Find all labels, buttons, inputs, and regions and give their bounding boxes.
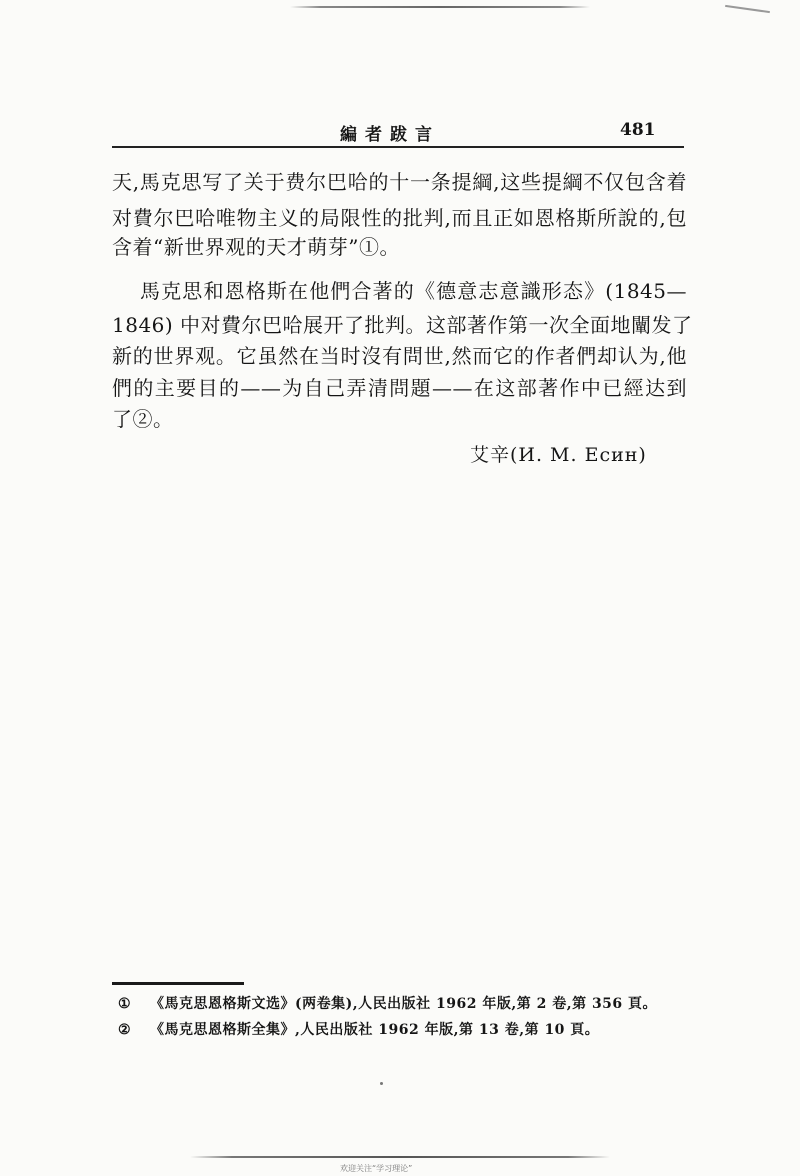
footnote-1 <box>118 993 657 1013</box>
body-line-3: 含着“新世界观的天才萌芽”①。 <box>112 235 400 259</box>
footnote-1-marker: ① <box>118 996 132 1012</box>
footnote-2-marker: ② <box>118 1022 132 1038</box>
body-line-2: 对費尔巴哈唯物主义的局限性的批判,而且正如恩格斯所說的,包 <box>112 206 687 230</box>
footnote-2 <box>118 1019 599 1039</box>
scan-top-edge-line <box>290 6 590 8</box>
footnote-1-text: 《馬克思恩格斯文选》(两卷集),人民出版社 1962 年版,第 2 卷,第 356 頁。 <box>150 996 658 1012</box>
footnote-2-text: 《馬克思恩格斯全集》,人民出版社 1962 年版,第 13 卷,第 10 頁。 <box>150 1022 600 1038</box>
body-paragraph-2-line-1: 馬克思和恩格斯在他們合著的《德意志意識形态》(1845— <box>140 279 687 303</box>
body-line-7: 們的主要目的——为自己弄清問題——在这部著作中已經达到 <box>112 376 687 400</box>
body-line-1: 天,馬克思写了关于费尔巴哈的十一条提綱,这些提綱不仅包含着 <box>112 170 687 194</box>
page-number: 481 <box>620 120 656 140</box>
scan-speck <box>380 1082 383 1085</box>
scan-corner-mark <box>725 5 770 13</box>
body-line-6: 新的世界观。它虽然在当时沒有問世,然而它的作者們却认为,他 <box>112 344 687 368</box>
scan-bottom-edge-line <box>190 1156 610 1158</box>
header-rule <box>112 146 684 148</box>
footnote-rule <box>112 982 244 985</box>
running-header-title: 編者跋言 <box>340 125 440 145</box>
body-line-8: 了②。 <box>112 407 174 431</box>
author-signature: 艾辛(И. М. Есин) <box>470 444 647 466</box>
body-line-5: 1846) 中对費尔巴哈展开了批判。这部著作第一次全面地闡发了 <box>112 313 693 337</box>
scan-footer-caption: 欢迎关注“学习理论” <box>340 1164 413 1173</box>
